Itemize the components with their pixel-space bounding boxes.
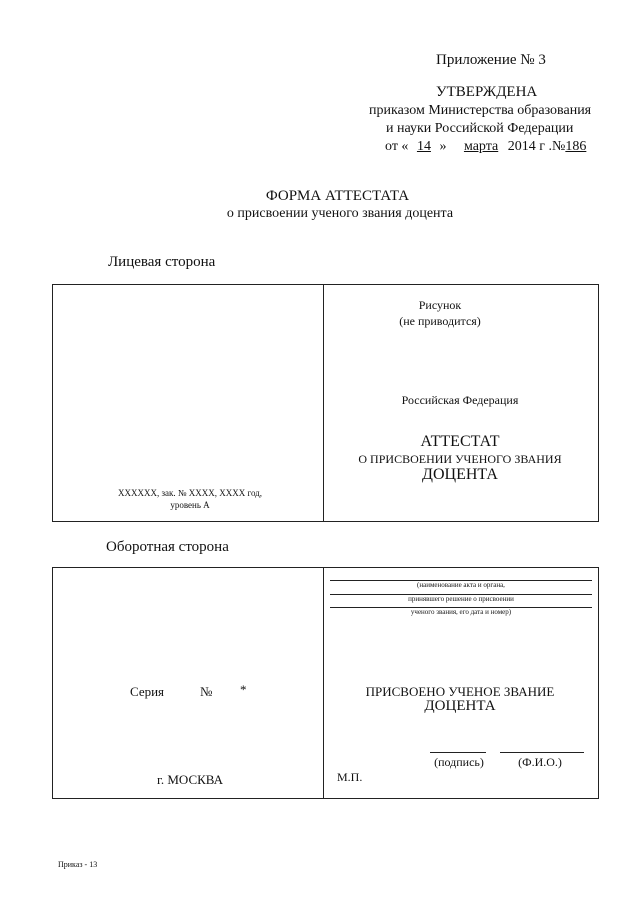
- country-label: Российская Федерация: [401, 393, 519, 407]
- date-number: 186: [565, 139, 587, 154]
- order-date-line: [385, 139, 586, 155]
- series-label: Серия: [130, 684, 165, 699]
- name-caption: (Ф.И.О.): [518, 755, 562, 769]
- asterisk-mark: *: [240, 682, 247, 697]
- certificate-title: АТТЕСТАТ: [420, 433, 500, 450]
- awarded-rank: ДОЦЕНТА: [424, 698, 496, 714]
- back-side-heading: Оборотная сторона: [106, 539, 229, 555]
- signature-caption: (подпись): [434, 755, 484, 769]
- act-caption-3: ученого звания, его дата и номер): [410, 608, 512, 616]
- front-side-heading: Лицевая сторона: [108, 254, 216, 270]
- print-info-line-2: уровень А: [170, 500, 210, 510]
- order-line-1: приказом Министерства образования: [369, 103, 592, 118]
- page-footer: Приказ - 13: [58, 860, 98, 869]
- picture-label: Рисунок: [418, 298, 462, 312]
- order-line-2: и науки Российской Федерации: [386, 121, 574, 136]
- name-line: [500, 752, 584, 753]
- date-from: от «: [385, 139, 409, 154]
- act-caption-2: принявшего решение о присвоении: [408, 595, 514, 603]
- date-day: 14: [416, 139, 431, 154]
- appendix-label: Приложение № 3: [436, 52, 546, 68]
- back-divider: [323, 567, 324, 799]
- date-month: марта: [463, 139, 499, 154]
- date-year: 2014 г .№: [507, 139, 566, 154]
- form-title: ФОРМА АТТЕСТАТА: [265, 188, 410, 204]
- approved-label: УТВЕРЖДЕНА: [436, 84, 538, 100]
- certificate-subtitle: О ПРИСВОЕНИИ УЧЕНОГО ЗВАНИЯ: [358, 452, 562, 466]
- act-caption-1: (наименование акта и органа,: [417, 581, 505, 589]
- stamp-label: М.П.: [337, 770, 363, 784]
- picture-note: (не приводится): [399, 314, 481, 328]
- signature-line: [430, 752, 486, 753]
- form-subtitle: о присвоении ученого звания доцента: [226, 206, 454, 221]
- print-info-line-1: XXXXXX, зак. № XXXX, XXXX год,: [117, 488, 263, 498]
- date-close: »: [439, 139, 447, 154]
- number-label: №: [200, 684, 213, 699]
- certificate-rank: ДОЦЕНТА: [422, 466, 498, 483]
- city-label: г. МОСКВА: [156, 772, 224, 787]
- front-divider: [323, 284, 324, 522]
- awarded-label: ПРИСВОЕНО УЧЕНОЕ ЗВАНИЕ: [365, 684, 555, 699]
